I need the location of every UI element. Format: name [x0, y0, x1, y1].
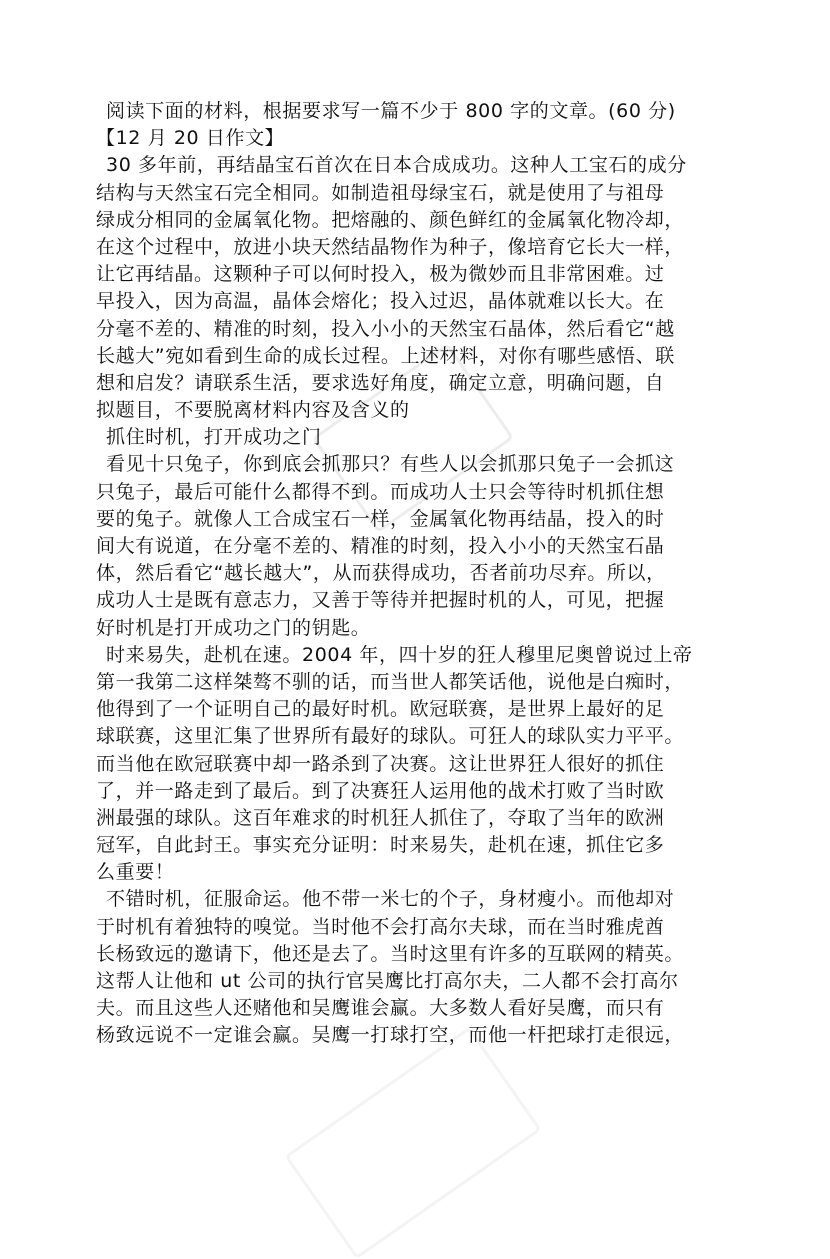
text-line: 只兔子，最后可能什么都得不到。而成功人士只会等待时机抓住想: [96, 480, 665, 503]
text-line: 时来易失，赴机在速。2004 年，四十岁的狂人穆里尼奥曾说过上帝: [106, 643, 693, 666]
text-line: 让它再结晶。这颗种子可以何时投入，极为微妙而且非常困难。过: [96, 263, 665, 286]
text-line: 间大有说道，在分毫不差的、精准的时刻，投入小小的天然宝石晶: [96, 535, 665, 557]
text-line: 绿成分相同的金属氧化物。把熔融的、颜色鲜红的金属氧化物冷却，: [96, 208, 685, 231]
text-line: 要的兔子。就像人工合成宝石一样，金属氧化物再结晶，投入的时: [96, 507, 665, 530]
text-line: 于时机有着独特的嗅觉。当时他不会打高尔夫球，而在当时雅虎酋: [96, 915, 665, 938]
text-line: 长杨致远的邀请下，他还是去了。当时这里有许多的互联网的精英。: [96, 942, 685, 965]
text-line: 想和启发？请联系生活，要求选好角度，确定立意，明确问题，自: [96, 371, 665, 394]
text-line: 拟题目，不要脱离材料内容及含义的: [96, 399, 410, 422]
text-line: 抓住时机，打开成功之门: [106, 426, 322, 449]
text-line: 【12 月 20 日作文】: [96, 127, 285, 150]
text-line: 夫。而且这些人还赌他和吴鹰谁会赢。大多数人看好吴鹰，而只有: [96, 997, 665, 1020]
text-line: 成功人士是既有意志力，又善于等待并把握时机的人，可见，把握: [96, 589, 665, 612]
text-line: 30 多年前，再结晶宝石首次在日本合成成功。这种人工宝石的成分: [106, 154, 687, 177]
text-line: 杨致远说不一定谁会赢。吴鹰一打球打空，而他一杆把球打走很远，: [96, 1024, 685, 1047]
text-line: 球联赛，这里汇集了世界所有最好的球队。可狂人的球队实力平平。: [96, 725, 685, 748]
watermark-stamp-bottom: [284, 1027, 541, 1259]
text-line: 洲最强的球队。这百年难求的时机狂人抓住了，夺取了当年的欧洲: [96, 806, 665, 829]
text-line: 了，并一路走到了最后。到了决赛狂人运用他的战术打败了当时欧: [96, 779, 665, 802]
text-line: 这帮人让他和 ut 公司的执行官吴鹰比打高尔夫，二人都不会打高尔: [96, 970, 679, 992]
text-line: 在这个过程中，放进小块天然结晶物作为种子，像培育它长大一样，: [96, 235, 685, 258]
text-line: 长越大”宛如看到生命的成长过程。上述材料，对你有哪些感悟、联: [96, 344, 675, 367]
text-line: 分毫不差的、精准的时刻，投入小小的天然宝石晶体，然后看它“越: [96, 317, 675, 340]
text-line: 体，然后看它“越长越大”，从而获得成功，否者前功尽弃。所以，: [96, 562, 666, 585]
text-line: 第一我第二这样桀骜不驯的话，而当世人都笑话他，说他是白痴时，: [96, 670, 685, 693]
text-line: 而当他在欧冠联赛中却一路杀到了决赛。这让世界狂人很好的抓住: [96, 752, 665, 775]
text-line: 结构与天然宝石完全相同。如制造祖母绿宝石，就是使用了与祖母: [96, 181, 665, 204]
text-line: 好时机是打开成功之门的钥匙。: [96, 616, 371, 639]
text-line: 他得到了一个证明自己的最好时机。欧冠联赛，是世界上最好的足: [96, 698, 665, 721]
text-line: 不错时机，征服命运。他不带一米七的个子，身材瘦小。而他却对: [106, 888, 675, 911]
text-line: 冠军，自此封王。事实充分证明：时来易失，赴机在速，抓住它多: [96, 834, 665, 857]
text-line: 么重要！: [96, 861, 175, 884]
text-line: 阅读下面的材料，根据要求写一篇不少于 800 字的文章。(60 分): [106, 100, 676, 122]
text-line: 早投入，因为高温，晶体会熔化；投入过迟，晶体就难以长大。在: [96, 290, 665, 313]
document-body: [96, 98, 736, 1050]
text-line: 看见十只兔子，你到底会抓那只？有些人以会抓那只兔子一会抓这: [106, 453, 675, 476]
